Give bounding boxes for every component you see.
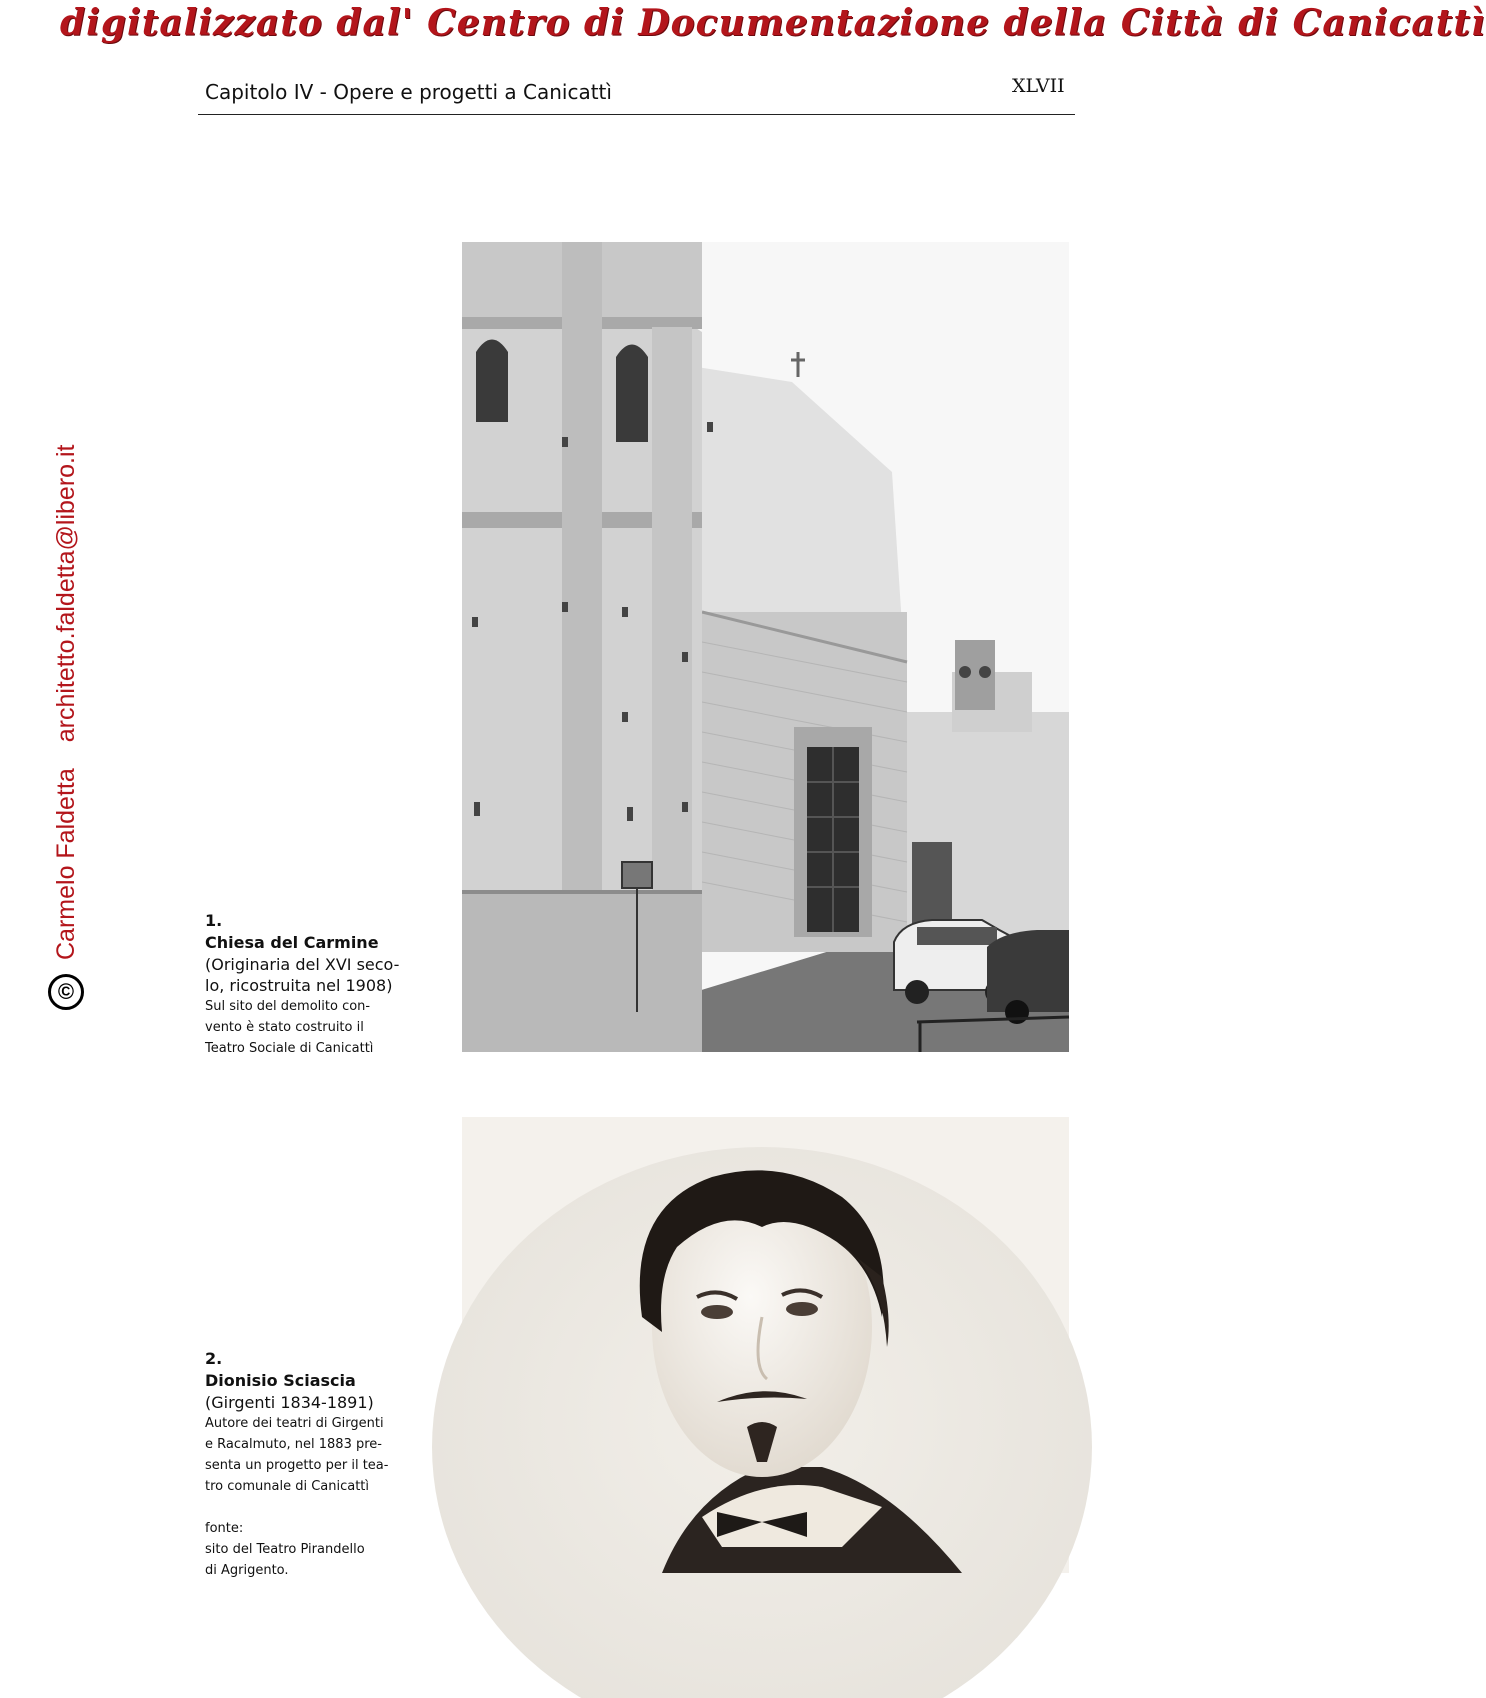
sidebar-author: Carmelo Faldetta — [51, 768, 80, 960]
caption-number: 2. — [205, 1349, 223, 1368]
caption-desc-line: e Racalmuto, nel 1883 pre- — [205, 1437, 382, 1452]
sidebar-email: architetto.faldetta@libero.it — [51, 444, 80, 743]
portrait-photo — [462, 1117, 1069, 1573]
caption-subtitle-line: (Originaria del XVI seco- — [205, 955, 400, 974]
header-banner: digitalizzato dal' Centro di Documentazione della Città di Canicattì — [60, 2, 1486, 44]
caption-desc-line: tro comunale di Canicattì — [205, 1479, 370, 1494]
chapter-title: Capitolo IV - Opere e progetti a Canicattì — [205, 80, 612, 104]
caption-title: Dionisio Sciascia — [205, 1371, 356, 1390]
caption-desc-line: vento è stato costruito il — [205, 1020, 364, 1035]
caption-source-line: di Agrigento. — [205, 1563, 289, 1578]
copyright-icon: © — [48, 974, 84, 1010]
page-number: XLVII — [1012, 75, 1065, 97]
caption-desc-line: Sul sito del demolito con- — [205, 999, 371, 1014]
caption-subtitle-line: (Girgenti 1834-1891) — [205, 1393, 374, 1412]
caption-desc-line: senta un progetto per il tea- — [205, 1458, 389, 1473]
header-rule — [198, 114, 1075, 115]
caption-subtitle-line: lo, ricostruita nel 1908) — [205, 976, 393, 995]
caption-portrait — [205, 1348, 425, 1581]
caption-title: Chiesa del Carmine — [205, 933, 379, 952]
caption-church — [205, 910, 425, 1059]
caption-source-line: sito del Teatro Pirandello — [205, 1542, 365, 1557]
caption-desc-line: Teatro Sociale di Canicattì — [205, 1041, 374, 1056]
sidebar-credit — [48, 444, 84, 1010]
caption-desc-line: Autore dei teatri di Girgenti — [205, 1416, 384, 1431]
church-photo — [462, 242, 1069, 1052]
caption-source-line: fonte: — [205, 1521, 244, 1536]
caption-number: 1. — [205, 911, 223, 930]
